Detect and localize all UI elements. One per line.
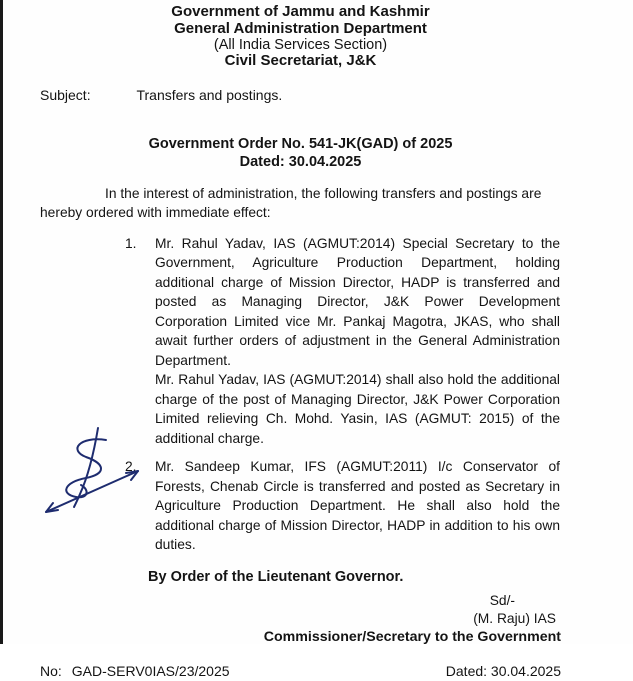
item-1-paragraph-2: Mr. Rahul Yadav, IAS (AGMUT:2014) shall also hold the additional charge of the post of Managing Director, J&K Power Corporation Limited relieving Ch. Mohd. Yasin, IAS (AGMUT: 2015) of the additional charge. <box>155 372 560 446</box>
item-2-number: 2. <box>125 459 137 474</box>
file-number-value: GAD-SERV0IAS/23/2025 <box>71 663 230 679</box>
by-order-line: By Order of the Lieutenant Governor. <box>148 568 404 585</box>
sd-line: Sd/- <box>489 592 515 608</box>
letterhead <box>40 4 561 70</box>
handwritten-signature-ink <box>40 424 150 519</box>
item-2-paragraph-1: Mr. Sandeep Kumar, IFS (AGMUT:2011) I/c Conservator of Forests, Chenab Circle is transferred and posted as Secretary in Agriculture Production Department. He shall also hold the additional charge of Mission Director, HADP in addition to his own duties. <box>155 459 560 552</box>
order-item-1 <box>125 234 561 449</box>
footer-date: Dated: 30.04.2025 <box>445 663 561 679</box>
order-number-line: Government Order No. 541-JK(GAD) of 2025 <box>148 135 453 152</box>
item-1-paragraph-1: Mr. Rahul Yadav, IAS (AGMUT:2014) Special Secretary to the Government, Agriculture Production Department, holding additional charge of Mission Director, HADP is transferred and posted as Managing Director, J&K Power Development Corporation Limited vice Mr. Pankaj Magotra, JKAS, who shall await further orders of adjustment in the General Administration Department. <box>155 235 560 368</box>
signatory-designation: Commissioner/Secretary to the Government <box>263 629 561 645</box>
signatory-name: (M. Raju) IAS <box>473 610 556 626</box>
file-number-label: No: <box>40 663 62 679</box>
subject-line <box>40 86 561 105</box>
item-2-text <box>155 457 560 555</box>
government-name: Government of Jammu and Kashmir <box>171 3 430 20</box>
order-item-2 <box>125 457 561 555</box>
item-1-number: 1. <box>125 235 137 251</box>
order-heading <box>40 135 561 171</box>
order-date-line: Dated: 30.04.2025 <box>239 153 362 170</box>
secretariat-name: Civil Secretariat, J&K <box>224 52 377 69</box>
item-1-text <box>155 234 560 449</box>
file-number <box>40 662 230 681</box>
footer-reference-row <box>40 662 561 681</box>
section-name: (All India Services Section) <box>213 37 388 53</box>
scan-edge-line <box>0 0 3 644</box>
department-name: General Administration Department <box>174 19 427 37</box>
subject-label: Subject: <box>40 86 91 103</box>
intro-paragraph: In the interest of administration, the following transfers and postings are hereby ordered with immediate effect: <box>40 185 542 220</box>
signatory-block <box>40 592 561 648</box>
subject-value: Transfers and postings. <box>136 86 283 103</box>
